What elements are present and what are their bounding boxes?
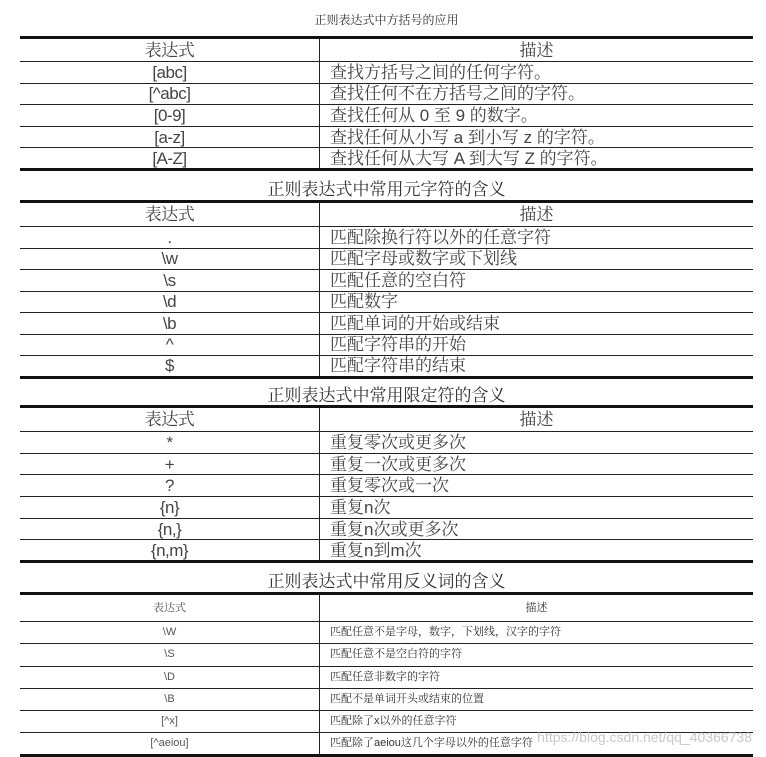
header-description: 描述	[320, 407, 754, 432]
cell-expression: \S	[20, 644, 320, 666]
cell-expression: \b	[20, 313, 320, 335]
watermark: https://blog.csdn.net/qq_40366738	[537, 729, 752, 745]
cell-expression: \W	[20, 622, 320, 644]
cell-expression: ^	[20, 334, 320, 356]
table-row	[20, 622, 753, 644]
cell-description: 重复n到m次	[320, 540, 754, 562]
cell-description: 重复零次或一次	[320, 475, 754, 497]
cell-description: 匹配数字	[320, 291, 754, 313]
regex-table	[20, 200, 753, 379]
cell-expression: [A-Z]	[20, 148, 320, 170]
table-row	[20, 540, 753, 562]
cell-expression: {n,m}	[20, 540, 320, 562]
cell-expression: \D	[20, 666, 320, 688]
table-row	[20, 227, 753, 249]
section-title-quantifiers: 正则表达式中常用限定符的含义	[267, 386, 506, 405]
table-row	[20, 453, 753, 475]
cell-expression: ?	[20, 475, 320, 497]
cell-expression: [^x]	[20, 711, 320, 733]
table-header-row	[20, 407, 753, 432]
regex-table	[20, 405, 753, 563]
header-description: 描述	[320, 38, 754, 62]
cell-description: 匹配单词的开始或结束	[320, 313, 754, 335]
cell-description: 查找方括号之间的任何字符。	[320, 62, 754, 84]
table-row	[20, 148, 753, 170]
cell-expression: $	[20, 356, 320, 378]
cell-description: 查找任何从 0 至 9 的数字。	[320, 105, 754, 127]
cell-description: 匹配任意非数字的字符	[320, 666, 754, 688]
cell-description: 重复一次或更多次	[320, 453, 754, 475]
table-row	[20, 291, 753, 313]
cell-expression: \B	[20, 688, 320, 710]
header-expression: 表达式	[20, 594, 320, 622]
cell-expression: \s	[20, 270, 320, 292]
cell-description: 匹配不是单词开头或结束的位置	[320, 688, 754, 710]
cell-expression: {n,}	[20, 518, 320, 540]
cell-description: 匹配任意不是字母，数字，下划线，汉字的字符	[320, 622, 754, 644]
cell-expression: [^abc]	[20, 83, 320, 105]
cell-expression: +	[20, 453, 320, 475]
cell-description: 匹配字符串的结束	[320, 356, 754, 378]
table-row	[20, 475, 753, 497]
section-title-brackets: 正则表达式中方括号的应用	[314, 13, 459, 27]
cell-description: 匹配任意不是空白符的字符	[320, 644, 754, 666]
cell-description: 匹配除了aeiou这几个字母以外的任意字符	[320, 733, 754, 755]
table-row	[20, 62, 753, 84]
table-row	[20, 83, 753, 105]
cell-description: 匹配字母或数字或下划线	[320, 248, 754, 270]
cell-expression: \d	[20, 291, 320, 313]
table-row	[20, 497, 753, 519]
table-row	[20, 518, 753, 540]
table-row	[20, 105, 753, 127]
section-title-metacharacters: 正则表达式中常用元字符的含义	[267, 180, 506, 199]
cell-description: 查找任何不在方括号之间的字符。	[320, 83, 754, 105]
cell-description: 匹配字符串的开始	[320, 334, 754, 356]
cell-expression: *	[20, 432, 320, 454]
cell-expression: .	[20, 227, 320, 249]
table-row	[20, 432, 753, 454]
table-row	[20, 313, 753, 335]
table-header-row	[20, 594, 753, 622]
table-row	[20, 644, 753, 666]
header-expression: 表达式	[20, 407, 320, 432]
cell-description: 匹配除换行符以外的任意字符	[320, 227, 754, 249]
cell-expression: [abc]	[20, 62, 320, 84]
table-row	[20, 356, 753, 378]
table-row	[20, 666, 753, 688]
cell-description: 重复n次	[320, 497, 754, 519]
regex-table	[20, 36, 753, 171]
table-header-row	[20, 202, 753, 227]
cell-description: 查找任何从大写 A 到大写 Z 的字符。	[320, 148, 754, 170]
header-expression: 表达式	[20, 202, 320, 227]
table-row	[20, 248, 753, 270]
table-row	[20, 270, 753, 292]
cell-description: 重复n次或更多次	[320, 518, 754, 540]
header-description: 描述	[320, 594, 754, 622]
section-title-antonyms: 正则表达式中常用反义词的含义	[267, 572, 506, 591]
table-row	[20, 126, 753, 148]
cell-description: 重复零次或更多次	[320, 432, 754, 454]
cell-expression: {n}	[20, 497, 320, 519]
cell-expression: [^aeiou]	[20, 733, 320, 755]
cell-expression: [0-9]	[20, 105, 320, 127]
table-row	[20, 688, 753, 710]
header-description: 描述	[320, 202, 754, 227]
table-row	[20, 334, 753, 356]
cell-description: 匹配除了x以外的任意字符	[320, 711, 754, 733]
cell-expression: [a-z]	[20, 126, 320, 148]
table-header-row	[20, 38, 753, 62]
cell-expression: \w	[20, 248, 320, 270]
header-expression: 表达式	[20, 38, 320, 62]
cell-description: 匹配任意的空白符	[320, 270, 754, 292]
cell-description: 查找任何从小写 a 到小写 z 的字符。	[320, 126, 754, 148]
